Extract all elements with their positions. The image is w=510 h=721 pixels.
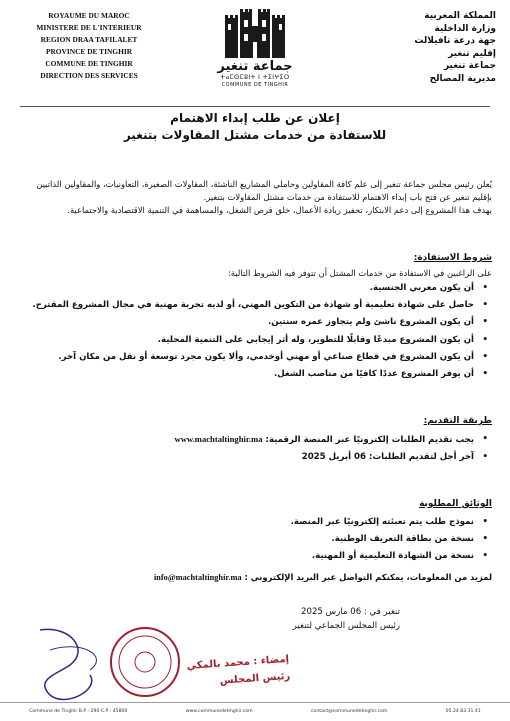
logo-tifinagh-text: ⵜⴰⵎⵙⵎⵓⵏⵜ ⵏ ⵜⵉⵏⵖⵉⵔ <box>220 74 290 81</box>
intro-paragraph: يُعلن رئيس مجلس جماعة تنغير إلى علم كافة المقاولين وحاملي المشاريع الناشئة، المقاولات الصغيرة، التعاونيات، والمقاولين الذاتيين بإقليم تنغير عن فتح باب إبداء الاهتمام للاستفادة من خدمات مشتل المقاولات بتنغير. <box>36 179 492 202</box>
requirement-item: • أن يكون المشروع مبدعًا وقابلًا للتطوير، وله أثر إيجابي على التنمية المحلية. <box>20 332 492 349</box>
header-left-line: DIRECTION DES SERVICES <box>40 71 138 80</box>
intro-goal-paragraph: يهدف هذا المشروع إلى دعم الابتكار، تحفيز ريادة الأعمال، خلق فرص الشغل، والمساهمة في التنمية الاقتصادية والاجتماعية. <box>67 205 492 215</box>
commune-logo <box>205 8 305 89</box>
footer-email-link[interactable]: contact@communedetinghir.com <box>310 709 388 714</box>
requirements-lead: على الراغبين في الاستفادة من خدمات المشتل أن تتوفر فيه الشروط التالية: <box>227 268 492 278</box>
kasbah-logo-icon <box>220 8 290 60</box>
documents-title: الوثائق المطلوبة <box>419 499 492 509</box>
stamp-text <box>169 651 291 699</box>
requirement-item: • حاصل على شهادة تعليمية أو شهادة من التكوين المهني، أو لديه تجربة مهنية في مجال المشروع المقترح. <box>20 297 492 314</box>
header-right-line: وزارة الداخلية <box>434 23 496 34</box>
application-platform-text: يجب تقديم الطلبات إلكترونيًا عبر المنصة الرقمية: <box>265 435 474 445</box>
page-footer <box>0 702 510 721</box>
header-left-line: COMMUNE DE TINGHIR <box>45 59 133 68</box>
header-left-line: PROVINCE DE TINGHIR <box>45 47 133 56</box>
header-right-line: جماعة تنغير <box>443 61 496 71</box>
footer-phone: 05.24.83.31.41 <box>445 709 481 714</box>
signature-date: تنغير في : 06 مارس 2025 <box>301 607 400 617</box>
requirement-item: • أن يكون المشروع ناشئ ولم يتجاوز عمره سنتين. <box>20 314 492 331</box>
documents-list <box>20 514 492 566</box>
stamp-name: إمضاء : محمد بالمكي <box>186 653 290 672</box>
title-line-2: للاستفادة من خدمات مشتل المقاولات بتنغير <box>123 128 387 142</box>
signature-role: رئيس المجلس الجماعي لتنغير <box>292 621 400 631</box>
application-section <box>20 415 492 466</box>
requirement-item: • أن يوفر المشروع عددًا كافيًا من مناصب الشغل. <box>20 366 492 383</box>
logo-latin-text: COMMUNE DE TINGHIR <box>221 82 289 88</box>
header-left-line: REGION DRAA TAFILALET <box>40 35 138 44</box>
document-item: • نموذج طلب يتم تعبئته إلكترونيًا عبر المنصة. <box>20 514 492 531</box>
requirement-item: • أن يكون مغربي الجنسية. <box>20 280 492 297</box>
deadline-text: آخر أجل لتقديم الطلبات: <box>369 452 474 463</box>
document-item: • نسخة من الشهادة التعليمية أو المهنية. <box>20 548 492 565</box>
intro-section <box>20 178 492 217</box>
footer-address: Commune de Tinghir B.P : 290 C.P : 45800 <box>29 709 128 714</box>
announcement-title <box>60 110 450 144</box>
title-line-1: إعلان عن طلب إبداء الاهتمام <box>170 111 340 125</box>
stamp-role: رئيس المجلس <box>219 670 291 687</box>
requirements-section <box>20 252 492 383</box>
documents-section <box>20 498 492 566</box>
application-list <box>20 431 492 466</box>
header-left-line: MINISTERE DE L'INTERIEUR <box>36 23 142 32</box>
contact-email-link[interactable]: info@machtaltinghir.ma <box>153 573 242 582</box>
platform-url-link[interactable]: www.machtaltinghir.ma <box>174 434 263 444</box>
header-right-block <box>376 10 496 85</box>
header-right-line: مديرية المصالح <box>429 73 496 84</box>
header-right-line: المملكة المغربية <box>424 11 496 21</box>
deadline-date: 06 أبريل 2025 <box>301 452 367 463</box>
header-right-line: جهة درعة تافيلالت <box>414 36 496 46</box>
header-divider <box>20 106 490 107</box>
requirement-item: • أن يكون المشروع في قطاع صناعي أو مهني أوخدمي، وألا يكون مجرد توسعة أو نقل من مكان آخر. <box>20 349 492 366</box>
header-right-line: إقليم تنغير <box>448 48 496 59</box>
logo-arabic-text: جماعة تنغير <box>217 59 293 74</box>
application-item-deadline <box>20 449 492 466</box>
header-left-block <box>14 10 164 82</box>
contact-text: لمزيد من المعلومات، يمكنكم التواصل عبر البريد الإلكتروني : <box>244 572 492 582</box>
application-item-platform <box>20 431 492 449</box>
footer-website-link[interactable]: www.communedetinghir.com <box>185 709 253 714</box>
header-left-line: ROYAUME DU MAROC <box>48 11 130 20</box>
requirements-title: شروط الاستفادة: <box>413 253 492 263</box>
contact-section <box>20 571 492 584</box>
application-title: طريقة التقديم: <box>423 416 492 426</box>
requirements-list <box>20 280 492 383</box>
document-item: • نسخة من بطاقة التعريف الوطنية. <box>20 531 492 548</box>
